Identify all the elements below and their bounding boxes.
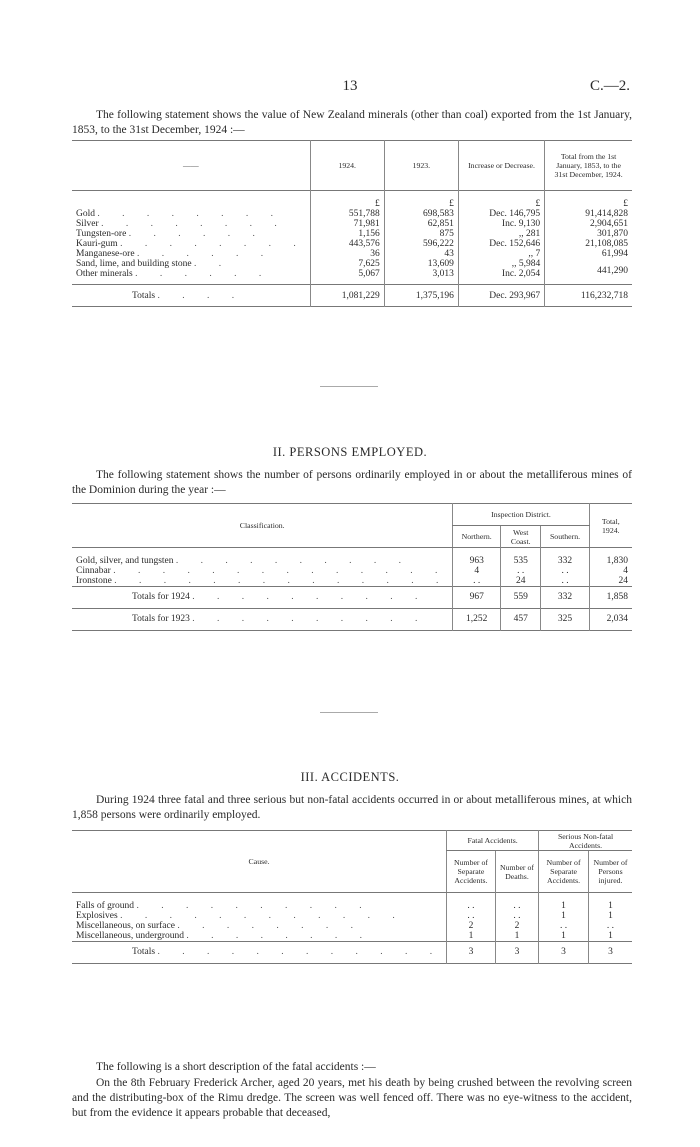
col-west-coast: West Coast.	[501, 526, 541, 548]
table-row	[72, 239, 632, 249]
cell: 116,232,718	[545, 285, 632, 307]
table-row	[72, 566, 632, 576]
row-label: Falls of ground	[76, 900, 135, 911]
accidents-header-row	[72, 831, 632, 851]
cell: . .	[541, 576, 589, 587]
totals-row	[72, 586, 632, 608]
accidents-intro: During 1924 three fatal and three serious but non-fatal accidents occurred in or about metalliferous mines, at which 1,858 persons were ordinarily employed.	[72, 794, 632, 821]
cell: 875	[384, 229, 458, 239]
cell: Dec. 293,967	[458, 285, 544, 307]
cell: Dec. 152,646	[458, 239, 544, 249]
cell: 1,156	[310, 229, 384, 239]
leader-dots: . . . . . . . . . . . .	[120, 910, 405, 921]
leader-dots: . . . . . .	[136, 248, 274, 259]
row-label: Miscellaneous, underground	[76, 930, 184, 941]
cell: 967	[453, 586, 501, 608]
cell: . .	[541, 566, 589, 576]
row-label: Kauri-gum	[76, 238, 118, 249]
cell: 3	[588, 941, 632, 963]
cell: . .	[588, 921, 632, 931]
col-blank: ——	[183, 161, 199, 170]
cell: . .	[495, 901, 538, 911]
currency-symbol: £	[310, 191, 384, 209]
cell: 963	[453, 556, 501, 566]
row-label: Miscellaneous, on surface	[76, 920, 175, 931]
cell: 5,067	[310, 269, 384, 285]
table-row	[72, 249, 632, 259]
totals-row	[72, 608, 632, 630]
table-row	[72, 921, 632, 931]
cell: 1,858	[589, 586, 632, 608]
leader-dots: . . . . . . . . . .	[136, 900, 372, 911]
cell: 301,870	[545, 229, 632, 239]
cell: 2,034	[589, 608, 632, 630]
cell: 443,576	[310, 239, 384, 249]
col-northern: Northern.	[453, 526, 501, 548]
cell: 559	[501, 586, 541, 608]
cell: 43	[384, 249, 458, 259]
cell: 1,830	[589, 556, 632, 566]
leader-dots: . . . . . . . .	[186, 930, 372, 941]
leader-dots: . . . . . . . .	[177, 920, 363, 931]
leader-dots: . . . . . . . . . .	[175, 555, 412, 566]
currency-symbol: £	[384, 191, 458, 209]
cell: . .	[539, 921, 589, 931]
paper-reference: C.—2.	[589, 78, 630, 94]
cell: 332	[541, 586, 589, 608]
table-row	[72, 576, 632, 587]
col-southern: Southern.	[541, 526, 589, 548]
minerals-header-row	[72, 141, 632, 191]
leader-dots: . . . . . .	[128, 228, 265, 239]
totals-label: Totals for 1923	[132, 614, 190, 624]
cell: 24	[589, 576, 632, 587]
fatal-description-intro: The following is a short description of the fatal accidents :—	[96, 1061, 376, 1073]
totals-label: Totals	[132, 290, 156, 301]
totals-row	[72, 285, 632, 307]
cell: Inc. 2,054	[458, 269, 544, 285]
cell: 61,994	[545, 249, 632, 259]
table-row	[72, 931, 632, 942]
cell: 1	[539, 911, 589, 921]
cell: 325	[541, 608, 589, 630]
cell: ,, 7	[458, 249, 544, 259]
leader-dots: . . . . . .	[135, 268, 272, 279]
leader-dots: . . . . . . . .	[97, 208, 283, 219]
totals-row	[72, 941, 632, 963]
cell: 13,609	[384, 259, 458, 269]
col-serious-separate: Number of Separate Accidents.	[539, 851, 589, 893]
leader-dots: . . . . . . . . . . . .	[157, 947, 443, 957]
row-label: Other minerals	[76, 268, 133, 279]
col-1923: 1923.	[384, 141, 458, 191]
cell: Dec. 146,795	[458, 209, 544, 219]
leader-dots: . . . . . . . .	[101, 218, 287, 229]
cell: 2	[495, 921, 538, 931]
persons-header-row	[72, 504, 632, 526]
cell: 1	[495, 931, 538, 942]
table-row	[72, 259, 632, 269]
row-label: Ironstone	[76, 575, 112, 586]
col-cause: Cause.	[72, 831, 447, 893]
cell: 71,981	[310, 219, 384, 229]
cell: 441,290	[545, 259, 632, 285]
table-row	[72, 219, 632, 229]
cell: 1	[588, 901, 632, 911]
cell: 1,081,229	[310, 285, 384, 307]
cell: . .	[501, 566, 541, 576]
cell: 1	[539, 931, 589, 942]
table-row	[72, 209, 632, 219]
cell: 2	[447, 921, 496, 931]
cell: 1	[447, 931, 496, 942]
col-total: Total from the 1st January, 1853, to the 31st December, 1924.	[545, 141, 632, 191]
cell: . .	[495, 911, 538, 921]
leader-dots: . .	[193, 258, 232, 269]
col-total-1924: Total, 1924.	[589, 504, 632, 548]
minerals-intro: The following statement shows the value of New Zealand minerals (other than coal) exported from the 1st January, 1853, to the 31st December, 1924 :—	[72, 109, 632, 136]
cell: 1,375,196	[384, 285, 458, 307]
section-divider	[320, 386, 378, 387]
cell: 3	[539, 941, 589, 963]
cell: 3,013	[384, 269, 458, 285]
row-label: Sand, lime, and building stone	[76, 258, 192, 269]
currency-row	[72, 191, 632, 209]
cell: 2,904,651	[545, 219, 632, 229]
row-label: Gold	[76, 208, 95, 219]
row-label: Cinnabar	[76, 565, 111, 576]
cell: ,, 281	[458, 229, 544, 239]
cell: 3	[447, 941, 496, 963]
cell: Inc. 9,130	[458, 219, 544, 229]
section-heading-persons: II. PERSONS EMPLOYED.	[272, 445, 428, 459]
cell: 698,583	[384, 209, 458, 219]
leader-dots: . . . . . . . . . . . . . .	[114, 575, 449, 586]
leader-dots: . . . . . . . . . .	[192, 614, 428, 624]
row-label: Explosives	[76, 910, 118, 921]
cell: . .	[447, 911, 496, 921]
row-label: Manganese-ore	[76, 248, 135, 259]
col-deaths: Number of Deaths.	[495, 851, 538, 893]
cell: 4	[453, 566, 501, 576]
persons-table	[72, 503, 632, 631]
cell: . .	[447, 901, 496, 911]
cell: 91,414,828	[545, 209, 632, 219]
col-1924: 1924.	[310, 141, 384, 191]
cell: 332	[541, 556, 589, 566]
cell: 551,788	[310, 209, 384, 219]
totals-label: Totals for 1924	[132, 592, 190, 602]
table-row	[72, 229, 632, 239]
cell: 535	[501, 556, 541, 566]
col-classification: Classification.	[72, 504, 453, 548]
row-label: Tungsten-ore	[76, 228, 127, 239]
cell: . .	[453, 576, 501, 587]
cell: 3	[495, 941, 538, 963]
leader-dots: . . . . . . . . . .	[192, 592, 428, 602]
page-number: 13	[342, 78, 358, 94]
section-divider	[320, 712, 378, 713]
fatal-description-paragraph: On the 8th February Frederick Archer, aged 20 years, met his death by being crushed between the revolving screen and the distributing-box of the Rimu dredge. The screen was well fenced off. There was no eye-witness to the accident, but from the evidence it appears probable that deceased,	[72, 1077, 632, 1119]
cell: 1	[539, 901, 589, 911]
cell: 62,851	[384, 219, 458, 229]
currency-symbol: £	[458, 191, 544, 209]
cell: 1	[588, 911, 632, 921]
cell: 4	[589, 566, 632, 576]
cell: 1	[588, 931, 632, 942]
col-persons-injured: Number of Persons injured.	[588, 851, 632, 893]
minerals-table	[72, 140, 632, 307]
col-change: Increase or Decrease.	[458, 141, 544, 191]
col-serious-accidents: Serious Non-fatal Accidents.	[539, 831, 632, 851]
cell: 457	[501, 608, 541, 630]
cell: 7,625	[310, 259, 384, 269]
persons-intro: The following statement shows the number of persons ordinarily employed in or about the metalliferous mines of the Dominion during the year :—	[72, 469, 632, 496]
row-label: Gold, silver, and tungsten	[76, 555, 174, 566]
cell: 36	[310, 249, 384, 259]
cell: 21,108,085	[545, 239, 632, 249]
currency-symbol: £	[545, 191, 632, 209]
accidents-table	[72, 830, 632, 964]
row-label: Silver	[76, 218, 99, 229]
table-row	[72, 901, 632, 911]
cell: 1,252	[453, 608, 501, 630]
table-row	[72, 911, 632, 921]
cell: 596,222	[384, 239, 458, 249]
leader-dots: . . . . . . . . . . . . . .	[113, 565, 448, 576]
leader-dots: . . . . . . . .	[120, 238, 306, 249]
col-inspection-district: Inspection District.	[453, 504, 589, 526]
col-fatal-accidents: Fatal Accidents.	[447, 831, 539, 851]
leader-dots: . . . .	[157, 290, 245, 301]
cell: 24	[501, 576, 541, 587]
totals-label: Totals	[132, 947, 156, 957]
table-row	[72, 556, 632, 566]
section-heading-accidents: III. ACCIDENTS.	[300, 770, 400, 784]
cell: ,, 5,984	[458, 259, 544, 269]
col-fatal-separate: Number of Separate Accidents.	[447, 851, 496, 893]
